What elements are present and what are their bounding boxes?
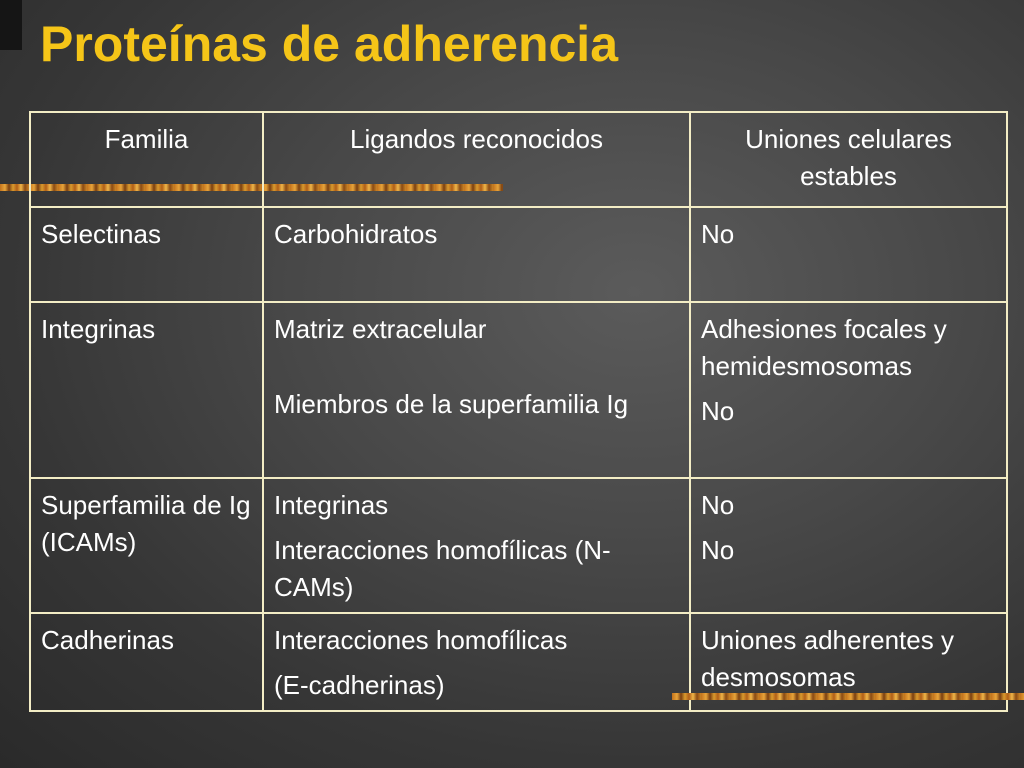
corner-decoration <box>0 0 22 50</box>
header-uniones: Uniones celulares estables <box>690 112 1007 207</box>
table-header-row <box>30 112 1007 207</box>
table-row <box>30 207 1007 302</box>
cell-line: Interacciones homofílicas (N-CAMs) <box>274 535 611 602</box>
cell-line: Uniones adherentes y desmosomas <box>701 625 954 692</box>
cell-line: No <box>701 396 735 426</box>
cell-familia: Integrinas <box>30 302 263 478</box>
cell-familia: Selectinas <box>30 207 263 302</box>
cell-ligandos <box>263 302 690 478</box>
cell-line: Matriz extracelular <box>274 314 487 344</box>
table-row <box>30 478 1007 613</box>
cell-line: Carbohidratos <box>274 219 438 249</box>
cell-familia: Cadherinas <box>30 613 263 711</box>
cell-ligandos <box>263 207 690 302</box>
decorative-stripe-bottom <box>672 693 1024 700</box>
cell-line: Miembros de la superfamilia Ig <box>274 389 629 419</box>
cell-line: No <box>701 219 735 249</box>
cell-uniones <box>690 207 1007 302</box>
cell-ligandos <box>263 478 690 613</box>
cell-ligandos <box>263 613 690 711</box>
cell-line: Interacciones homofílicas <box>274 625 568 655</box>
cell-uniones <box>690 302 1007 478</box>
header-ligandos: Ligandos reconocidos <box>263 112 690 207</box>
cell-line: Integrinas <box>274 490 389 520</box>
cell-line: No <box>701 535 735 565</box>
cell-line: (E-cadherinas) <box>274 670 445 700</box>
cell-familia: Superfamilia de Ig (ICAMs) <box>30 478 263 613</box>
cell-uniones <box>690 478 1007 613</box>
cell-line: Adhesiones focales y hemidesmosomas <box>701 314 947 381</box>
page-title: Proteínas de adherencia <box>40 16 619 72</box>
adhesion-proteins-table <box>29 111 1008 712</box>
header-familia: Familia <box>30 112 263 207</box>
cell-line: No <box>701 490 735 520</box>
table-row <box>30 302 1007 478</box>
